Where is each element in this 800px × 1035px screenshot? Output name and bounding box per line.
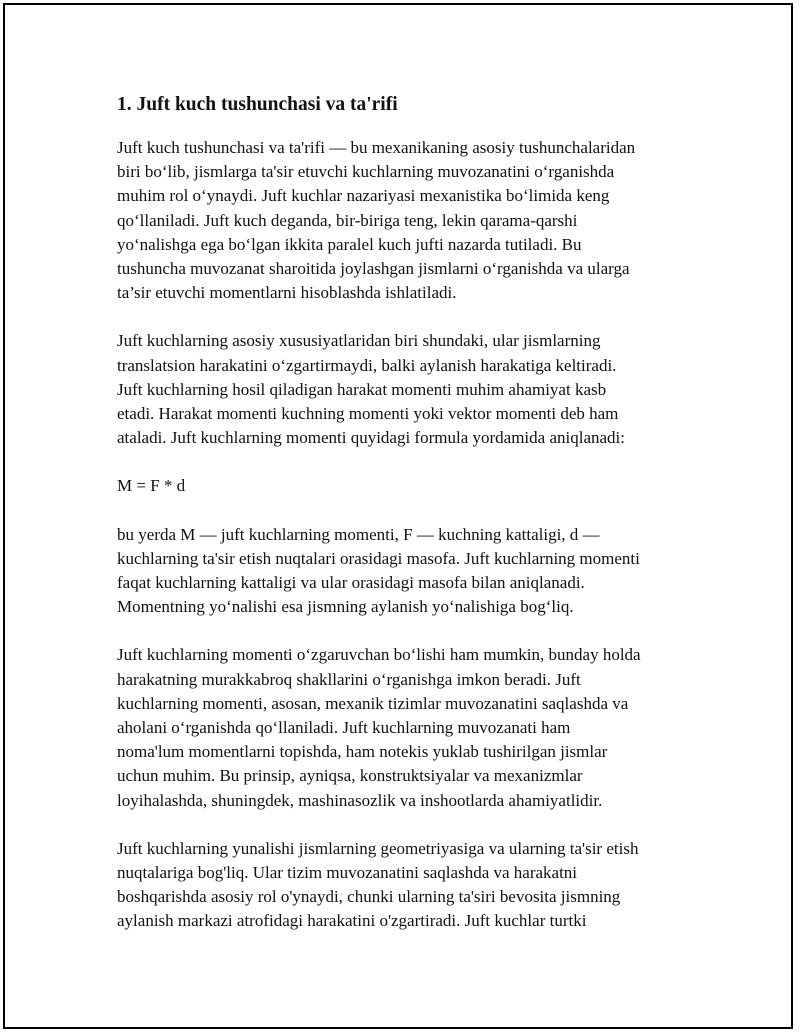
section-heading: 1. Juft kuch tushunchasi va ta'rifi — [117, 94, 398, 115]
document-body — [117, 92, 697, 958]
formula: M = F * d — [117, 476, 186, 496]
paragraph-properties: Juft kuchlarning asosiy xususiyatlaridan biri shundaki, ular jismlarning translatsion harakatini oʻzgartirmaydi, balki aylanish harakatiga keltiradi. Juft kuchlarning hosil qiladigan harakat momenti muhim ahamiyat kasb etadi. Harakat momenti kuchning momenti yoki vektor momenti deb ham ataladi. Juft kuchlarning momenti quyidagi formula yordamida aniqlanadi: — [117, 331, 625, 448]
paragraph-definition: Juft kuch tushunchasi va ta'rifi — bu mexanikaning asosiy tushunchalaridan biri boʻlib, jismlarga ta'sir etuvchi kuchlarning muvozanatini oʻrganishda muhim rol oʻynaydi. Juft kuchlar nazariyasi mexanistika boʻlimida keng qoʻllaniladi. Juft kuch deganda, bir-biriga teng, lekin qarama-qarshi yoʻnalishga ega boʻlgan ikkita paralel kuch jufti nazarda tutiladi. Bu tushuncha muvozanat sharoitida joylashgan jismlarni oʻrganishda va ularga ta’sir etuvchi momentlarni hisoblashda ishlatiladi. — [117, 138, 636, 303]
paragraph-direction: Juft kuchlarning yunalishi jismlarning geometriyasiga va ularning ta'sir etish nuqtalariga bog'liq. Ular tizim muvozanatini saqlashda va harakatni boshqarishda asosiy rol o'ynaydi, chunki ularning ta'siri bevosita jismning aylanish markazi atrofidagi harakatini o'zgartiradi. Juft kuchlar turtki — [117, 838, 639, 931]
paragraph-applications: Juft kuchlarning momenti oʻzgaruvchan boʻlishi ham mumkin, bunday holda harakatning murakkabroq shakllarini oʻrganishga imkon beradi. Juft kuchlarning momenti, asosan, mexanik tizimlar muvozanatini saqlashda va aholani oʻrganishda qoʻllaniladi. Juft kuchlarning muvozanati ham noma'lum momentlarni topishda, ham notekis yuklab tushirilgan jismlar uchun muhim. Bu prinsip, ayniqsa, konstruktsiyalar va mexanizmlar loyihalashda, shuningdek, mashinasozlik va inshootlarda ahamiyatlidir. — [117, 645, 641, 810]
paragraph-formula-explanation: bu yerda M — juft kuchlarning momenti, F — kuchning kattaligi, d — kuchlarning ta'sir etish nuqtalari orasidagi masofa. Juft kuchlarning momenti faqat kuchlarning kattaligi va ular orasidagi masofa bilan aniqlanadi. Momentning yoʻnalishi esa jismning aylanish yoʻnalishiga bogʻliq. — [117, 524, 640, 617]
